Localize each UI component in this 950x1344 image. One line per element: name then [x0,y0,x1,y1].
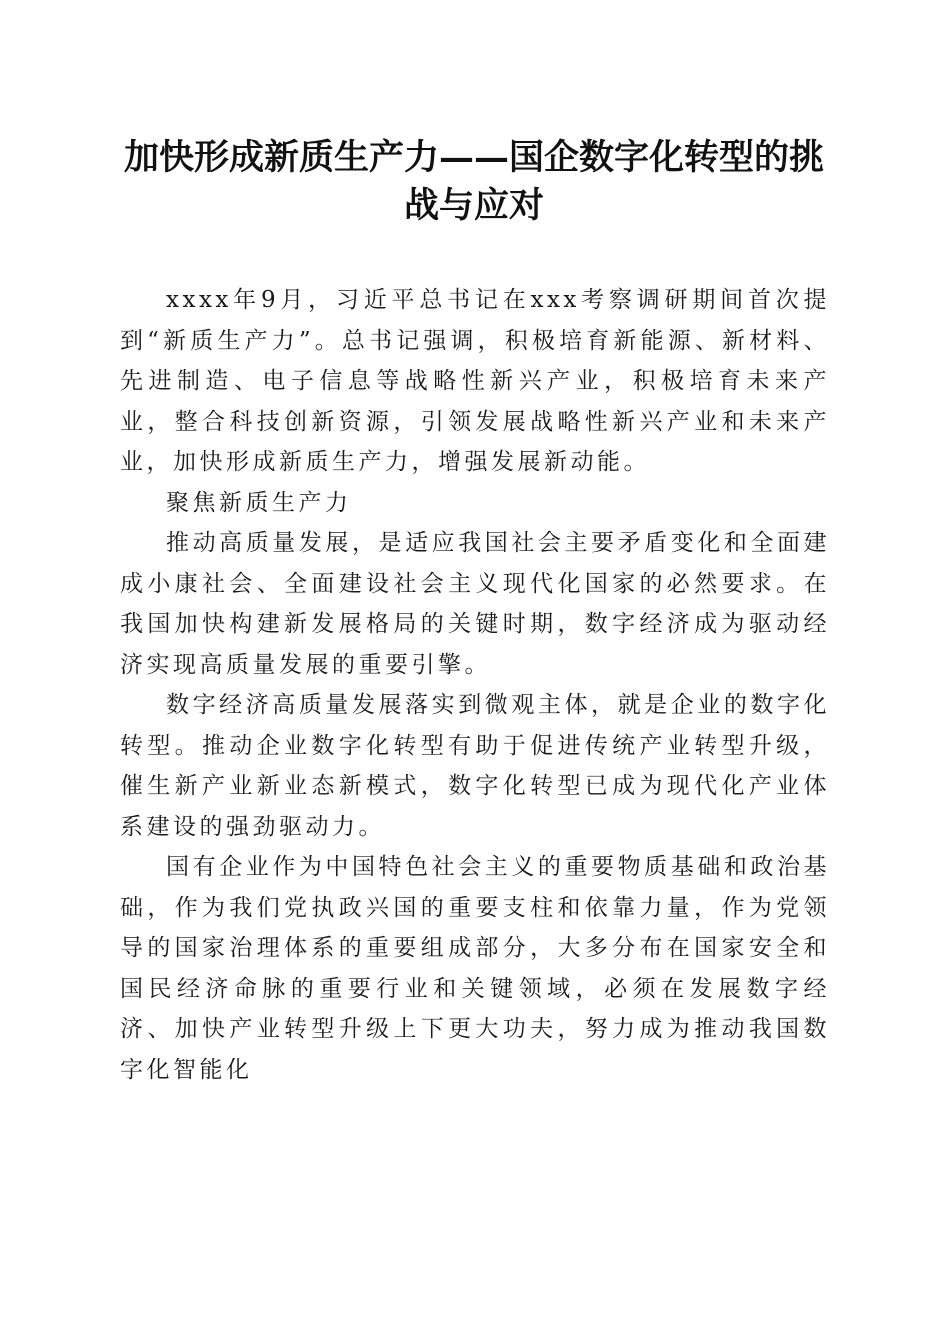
document-title: 加快形成新质生产力——国企数字化转型的挑战与应对 [123,137,824,226]
paragraph-state-enterprises: 国有企业作为中国特色社会主义的重要物质基础和政治基础，作为我们党执政兴国的重要支柱和依靠力量，作为党领导的国家治理体系的重要组成部分，大多分布在国家安全和国民经济命脉的重要行业和关键领域，必须在发展数字经济、加快产业转型升级上下更大功夫，努力成为推动我国数字化智能化 [120,854,830,1083]
paragraph-digital-transformation: 数字经济高质量发展落实到微观主体，就是企业的数字化转型。推动企业数字化转型有助于促进传统产业转型升级，催生新产业新业态新模式，数字化转型已成为现代化产业体系建设的强劲驱动力。 [120,692,830,840]
paragraph-high-quality-development: 推动高质量发展，是适应我国社会主要矛盾变化和全面建成小康社会、全面建设社会主义现代化国家的必然要求。在我国加快构建新发展格局的关键时期，数字经济成为驱动经济实现高质量发展的重要引擎。 [120,530,830,678]
section-heading: 聚焦新质生产力 [166,489,352,516]
paragraph-intro: xxxx年9月，习近平总书记在xxx考察调研期间首次提到“新质生产力”。总书记强调，积极培育新能源、新材料、先进制造、电子信息等战略性新兴产业，积极培育未来产业，整合科技创新资源，引领发展战略性新兴产业和未来产业，加快形成新质生产力，增强发展新动能。 [120,287,830,475]
document-body [120,280,830,1090]
